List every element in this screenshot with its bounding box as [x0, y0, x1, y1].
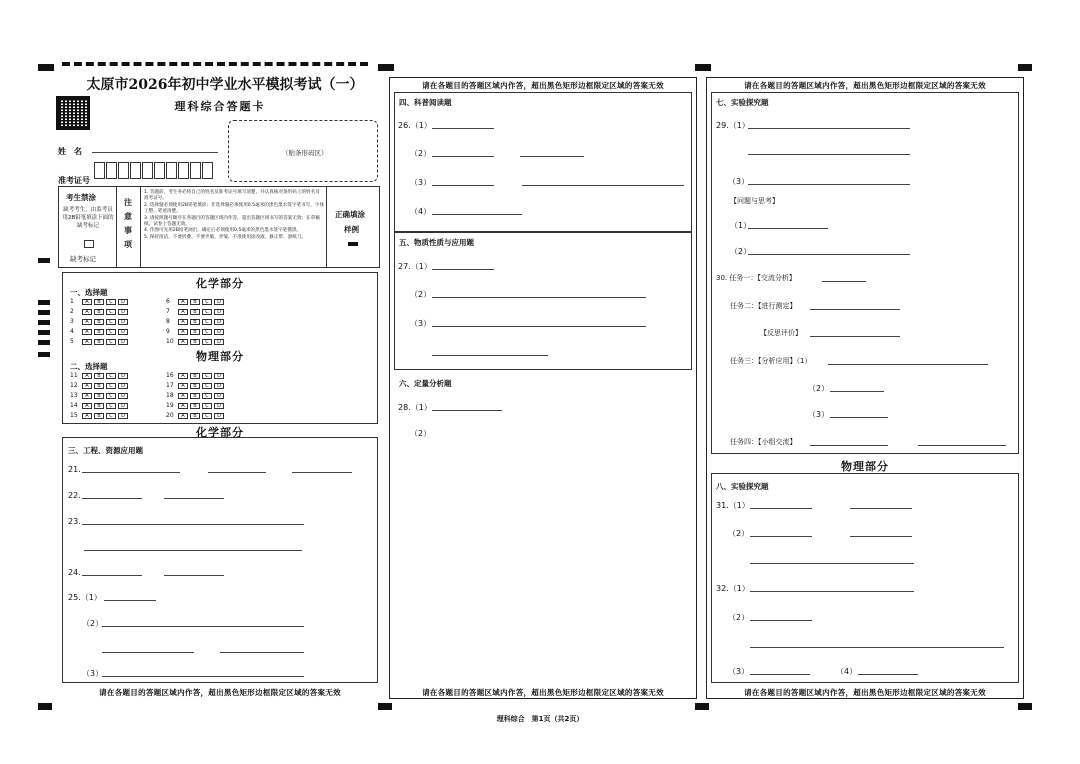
timing-mark	[38, 352, 50, 357]
option-bubble[interactable]: A	[82, 319, 92, 325]
q32-label: 32.（1）	[716, 584, 750, 593]
task3-2-label: （2）	[808, 384, 830, 393]
q28-label: 28.（1）	[398, 403, 432, 412]
q31-2-label: （2）	[728, 529, 750, 538]
option-bubble[interactable]: B	[94, 339, 104, 345]
option-bubble[interactable]: C	[106, 413, 116, 419]
answer-line[interactable]	[748, 184, 910, 185]
answer-line[interactable]	[102, 676, 304, 677]
option-bubble[interactable]: B	[190, 299, 200, 305]
option-bubble[interactable]: B	[190, 309, 200, 315]
section5-box	[394, 232, 692, 370]
answer-line[interactable]	[918, 445, 1006, 446]
answer-line[interactable]	[102, 626, 304, 627]
option-bubble[interactable]: A	[178, 373, 188, 379]
option-bubble[interactable]: D	[214, 373, 224, 379]
mc-row[interactable]	[166, 411, 226, 420]
mc-number: 2	[70, 308, 74, 315]
answer-line[interactable]	[750, 620, 812, 621]
task3-3-label: （3）	[808, 410, 830, 419]
answer-line[interactable]	[810, 309, 900, 310]
answer-line[interactable]	[750, 591, 914, 592]
option-bubble[interactable]: B	[190, 339, 200, 345]
option-bubble[interactable]: A	[178, 319, 188, 325]
q32-2-label: （2）	[728, 613, 750, 622]
answer-line[interactable]	[850, 536, 912, 537]
option-bubble[interactable]: A	[178, 329, 188, 335]
timing-mark	[38, 64, 54, 71]
q32-3-label: （3）	[728, 667, 750, 676]
exam-number-cell[interactable]	[118, 162, 129, 179]
bottom-banner: 请在各题目的答题区域内作答，超出黑色矩形边框限定区域的答案无效	[99, 688, 341, 697]
option-bubble[interactable]: A	[178, 339, 188, 345]
mc-row[interactable]	[70, 337, 130, 346]
option-bubble[interactable]: D	[118, 383, 128, 389]
mc-row[interactable]	[70, 381, 130, 390]
option-bubble[interactable]: A	[82, 393, 92, 399]
section3-heading: 三、工程、资源应用题	[68, 446, 143, 455]
option-bubble[interactable]: B	[190, 413, 200, 419]
candidate-title: 考生禁涂	[66, 193, 96, 202]
timing-mark	[38, 340, 50, 345]
task2-label: 任务二：【进行测定】	[730, 302, 797, 310]
option-bubble[interactable]: C	[202, 373, 212, 379]
section7-heading: 七、实验探究题	[716, 98, 769, 107]
task1-label: 30. 任务一：【交流分析】	[716, 274, 796, 282]
mc-number: 18	[166, 392, 174, 399]
mc2-heading: 二、选择题	[70, 362, 108, 371]
option-bubble[interactable]: D	[214, 309, 224, 315]
section8-box	[711, 473, 1019, 683]
option-bubble[interactable]: B	[94, 373, 104, 379]
notice-item: 3. 请按照题号顺序在各题目的答题区域内作答，超出答题区域书写的答案无效；在草稿纸、试卷上答题无效。	[144, 215, 320, 228]
q32-4-label: （4）	[836, 667, 858, 676]
answer-line[interactable]	[432, 156, 494, 157]
mc-row[interactable]	[166, 401, 226, 410]
exam-number-cell[interactable]	[142, 162, 153, 179]
notice-item: 5. 保持清洁，不要折叠、不要弄破、弄皱，不准使用涂改液、修正带、刮纸刀。	[144, 234, 307, 240]
bottom-banner: 请在各题目的答题区域内作答，超出黑色矩形边框限定区域的答案无效	[422, 688, 664, 697]
phys-part-title-2: 物理部分	[841, 460, 889, 473]
q29-label: 29.（1）	[716, 121, 750, 130]
mc-row[interactable]	[166, 371, 226, 380]
option-bubble[interactable]: B	[94, 299, 104, 305]
chem-part-title: 化学部分	[196, 277, 244, 290]
q26-4-label: （4）	[410, 207, 432, 216]
mc-row[interactable]	[166, 391, 226, 400]
option-bubble[interactable]: C	[202, 299, 212, 305]
mc-number: 7	[166, 308, 170, 315]
option-bubble[interactable]: C	[106, 309, 116, 315]
mc-number: 20	[166, 412, 174, 419]
exam-number-cell[interactable]	[190, 162, 201, 179]
option-bubble[interactable]: C	[106, 299, 116, 305]
mc-row[interactable]	[70, 411, 130, 420]
option-bubble[interactable]: B	[94, 309, 104, 315]
think-label: 【问题与思考】	[730, 197, 779, 205]
section6-heading: 六、定量分析题	[399, 379, 452, 388]
section8-heading: 八、实验探究题	[716, 482, 769, 491]
q27-3-label: （3）	[410, 319, 432, 328]
answer-line[interactable]	[522, 185, 684, 186]
task4-label: 任务四：【小组交流】	[730, 438, 797, 446]
info-divider	[140, 186, 141, 268]
section5-heading: 五、物质性质与应用题	[399, 238, 474, 247]
answer-line[interactable]	[750, 674, 810, 675]
option-bubble[interactable]: C	[106, 329, 116, 335]
exam-number-cell[interactable]	[94, 162, 105, 179]
option-bubble[interactable]: D	[214, 383, 224, 389]
mc-number: 1	[70, 298, 74, 305]
notice-list	[144, 190, 324, 241]
mc-row[interactable]	[70, 391, 130, 400]
mc-number: 17	[166, 382, 174, 389]
timing-mark	[38, 300, 50, 305]
card-subtitle: 理科综合答题卡	[174, 100, 266, 113]
exam-title: 太原市2026年初中学业水平模拟考试（一）	[86, 77, 364, 93]
think-1-label: （1）	[730, 221, 752, 230]
answer-line[interactable]	[104, 600, 156, 601]
option-bubble[interactable]: C	[202, 329, 212, 335]
q22-label: 22.	[68, 491, 81, 500]
answer-line[interactable]	[750, 508, 812, 509]
timing-mark	[38, 310, 50, 315]
barcode-area-label: （贴条形码区）	[282, 149, 328, 157]
option-bubble[interactable]: B	[94, 329, 104, 335]
section3-box	[62, 437, 378, 683]
mc-row[interactable]	[166, 337, 226, 346]
option-bubble[interactable]: D	[118, 413, 128, 419]
option-bubble[interactable]: D	[214, 393, 224, 399]
timing-mark	[378, 64, 394, 71]
option-bubble[interactable]: C	[106, 373, 116, 379]
answer-line[interactable]	[750, 536, 812, 537]
mc-row[interactable]	[70, 297, 130, 306]
option-bubble[interactable]: B	[190, 373, 200, 379]
exam-number-cell[interactable]	[166, 162, 177, 179]
answer-line[interactable]	[432, 269, 494, 270]
option-bubble[interactable]: C	[202, 403, 212, 409]
answer-line[interactable]	[858, 674, 918, 675]
mc-number: 11	[70, 372, 78, 379]
q25-2-label: （2）	[82, 619, 104, 628]
option-bubble[interactable]: B	[190, 393, 200, 399]
option-bubble[interactable]: A	[82, 413, 92, 419]
timing-mark	[38, 320, 50, 325]
answer-line[interactable]	[432, 410, 502, 411]
option-bubble[interactable]: B	[94, 383, 104, 389]
q27-2-label: （2）	[410, 290, 432, 299]
answer-area[interactable]	[398, 442, 688, 678]
timing-mark	[1018, 703, 1032, 710]
option-bubble[interactable]: B	[94, 403, 104, 409]
answer-line[interactable]	[748, 254, 910, 255]
filled-sample-icon	[348, 242, 358, 246]
answer-line[interactable]	[432, 326, 646, 327]
answer-line[interactable]	[432, 214, 522, 215]
timing-mark	[38, 703, 52, 710]
option-bubble[interactable]: A	[82, 299, 92, 305]
mc-row[interactable]	[70, 371, 130, 380]
option-bubble[interactable]: D	[118, 339, 128, 345]
option-bubble[interactable]: A	[178, 299, 188, 305]
section4-heading: 四、科普阅读题	[399, 98, 452, 107]
option-bubble[interactable]: C	[106, 393, 116, 399]
exam-number-cell[interactable]	[202, 162, 213, 179]
option-bubble[interactable]: D	[118, 319, 128, 325]
mc-row[interactable]	[166, 297, 226, 306]
answer-line[interactable]	[810, 445, 888, 446]
mc-row[interactable]	[70, 401, 130, 410]
q27-label: 27.（1）	[398, 262, 432, 271]
answer-line[interactable]	[748, 228, 828, 229]
option-bubble[interactable]: C	[202, 383, 212, 389]
mc-row[interactable]	[166, 307, 226, 316]
q25-3-label: （3）	[82, 669, 104, 678]
answer-line[interactable]	[164, 498, 224, 499]
absent-checkbox[interactable]	[84, 240, 94, 248]
answer-line[interactable]	[822, 281, 866, 282]
option-bubble[interactable]: C	[106, 339, 116, 345]
qr-code-icon	[56, 96, 90, 130]
answer-line[interactable]	[102, 652, 194, 653]
option-bubble[interactable]: C	[202, 393, 212, 399]
answer-line[interactable]	[432, 297, 646, 298]
q21-label: 21.	[68, 465, 81, 474]
option-bubble[interactable]: B	[94, 413, 104, 419]
option-bubble[interactable]: D	[214, 299, 224, 305]
timing-mark	[1018, 64, 1032, 71]
option-bubble[interactable]: A	[178, 403, 188, 409]
answer-line[interactable]	[432, 128, 494, 129]
option-bubble[interactable]: B	[94, 393, 104, 399]
mc-row[interactable]	[166, 381, 226, 390]
candidate-text: 缺考考生，由监考员用2B铅笔填涂下面的缺考标记	[62, 207, 114, 229]
mc-row[interactable]	[166, 317, 226, 326]
answer-line[interactable]	[830, 417, 888, 418]
timing-mark	[695, 703, 709, 710]
q26-label: 26.（1）	[398, 121, 432, 130]
option-bubble[interactable]: D	[214, 329, 224, 335]
option-bubble[interactable]: A	[82, 383, 92, 389]
option-bubble[interactable]: B	[190, 319, 200, 325]
mc-number: 16	[166, 372, 174, 379]
answer-line[interactable]	[220, 652, 304, 653]
option-bubble[interactable]: D	[214, 319, 224, 325]
mc1-heading: 一、选择题	[70, 288, 108, 297]
answer-line[interactable]	[82, 498, 142, 499]
sample-label: 样例	[344, 225, 359, 234]
bottom-banner: 请在各题目的答题区域内作答，超出黑色矩形边框限定区域的答案无效	[744, 688, 986, 697]
top-banner: 请在各题目的答题区域内作答，超出黑色矩形边框限定区域的答案无效	[744, 81, 986, 90]
correct-fill-label: 正确填涂	[335, 210, 365, 219]
option-bubble[interactable]: D	[118, 403, 128, 409]
answer-line[interactable]	[208, 472, 266, 473]
section4-box	[394, 92, 692, 232]
mc-row[interactable]	[70, 307, 130, 316]
reflect-label: 【反思评价】	[760, 329, 802, 337]
answer-line[interactable]	[82, 472, 180, 473]
q29-3-label: （3）	[728, 177, 750, 186]
answer-line[interactable]	[750, 647, 1004, 648]
exam-number-cell[interactable]	[154, 162, 165, 179]
option-bubble[interactable]: D	[214, 403, 224, 409]
option-bubble[interactable]: B	[190, 403, 200, 409]
answer-line[interactable]	[750, 563, 914, 564]
timing-mark	[38, 258, 50, 263]
absent-mark-label: 缺考标记	[70, 255, 96, 263]
answer-line[interactable]	[84, 550, 302, 551]
answer-line[interactable]	[748, 154, 910, 155]
option-bubble[interactable]: A	[178, 309, 188, 315]
option-bubble[interactable]: C	[202, 309, 212, 315]
top-banner: 请在各题目的答题区域内作答，超出黑色矩形边框限定区域的答案无效	[422, 81, 664, 90]
name-label: 姓 名	[58, 147, 82, 156]
notice-item: 1. 答题前，考生务必将自己的姓名及准考证号填写清楚，并认真核对条形码上的姓名及准考证号。	[144, 190, 320, 202]
option-bubble[interactable]: A	[82, 309, 92, 315]
answer-line[interactable]	[432, 185, 494, 186]
exam-number-label: 准考证号	[58, 176, 90, 185]
option-bubble[interactable]: D	[118, 373, 128, 379]
option-bubble[interactable]: D	[118, 393, 128, 399]
answer-line[interactable]	[748, 128, 910, 129]
q26-2-label: （2）	[410, 149, 432, 158]
option-bubble[interactable]: A	[178, 393, 188, 399]
option-bubble[interactable]: C	[202, 319, 212, 325]
mc-row[interactable]	[70, 327, 130, 336]
notice-item: 2. 选择题必须使用2B铅笔填涂；非选择题必须使用0.5毫米的黑色墨水签字笔书写，字体工整、笔迹清楚。	[144, 202, 325, 215]
mc-number: 6	[166, 298, 170, 305]
option-bubble[interactable]: A	[82, 329, 92, 335]
option-bubble[interactable]: A	[178, 413, 188, 419]
exam-number-cell[interactable]	[178, 162, 189, 179]
answer-line[interactable]	[828, 364, 988, 365]
mc-number: 12	[70, 382, 78, 389]
phys-part-title: 物理部分	[196, 350, 244, 363]
think-2-label: （2）	[730, 247, 752, 256]
mc-number: 15	[70, 412, 78, 419]
chem-part-title-2: 化学部分	[196, 426, 244, 439]
option-bubble[interactable]: D	[118, 309, 128, 315]
option-bubble[interactable]: C	[106, 403, 116, 409]
option-bubble[interactable]: D	[214, 339, 224, 345]
mc-number: 10	[166, 338, 174, 345]
exam-number-cell[interactable]	[106, 162, 117, 179]
answer-line[interactable]	[520, 156, 584, 157]
option-bubble[interactable]: A	[82, 403, 92, 409]
notice-title: 注意事项	[124, 198, 132, 249]
mc-number: 13	[70, 392, 78, 399]
q28-2-label: （2）	[410, 429, 432, 438]
answer-line[interactable]	[432, 355, 548, 356]
option-bubble[interactable]: A	[178, 383, 188, 389]
info-divider	[326, 186, 327, 268]
mc-number: 14	[70, 402, 78, 409]
option-bubble[interactable]: D	[214, 413, 224, 419]
answer-line[interactable]	[164, 575, 224, 576]
option-bubble[interactable]: D	[118, 299, 128, 305]
task3-label: 任务三：【分析应用】（1）	[730, 357, 812, 365]
mc-number: 8	[166, 318, 170, 325]
option-bubble[interactable]: C	[202, 413, 212, 419]
option-bubble[interactable]: B	[190, 383, 200, 389]
top-dash-strip	[62, 62, 368, 67]
q24-label: 24.	[68, 568, 81, 577]
timing-mark	[695, 64, 711, 71]
notice-item: 4. 作图可先用2B铅笔画出，确定后必须使用0.5毫米的黑色墨水签字笔描黑。	[144, 228, 302, 234]
mc-row[interactable]	[166, 327, 226, 336]
q25-label: 25.（1）	[68, 593, 102, 602]
q23-label: 23.	[68, 517, 81, 526]
timing-mark	[378, 703, 392, 710]
timing-mark	[38, 330, 50, 335]
option-bubble[interactable]: D	[118, 329, 128, 335]
answer-line[interactable]	[82, 575, 142, 576]
answer-line[interactable]	[82, 524, 304, 525]
mc-row[interactable]	[70, 317, 130, 326]
mc-number: 19	[166, 402, 174, 409]
exam-number-cells[interactable]	[94, 162, 218, 182]
mc-number: 3	[70, 318, 74, 325]
answer-line[interactable]	[830, 391, 884, 392]
name-field[interactable]	[92, 152, 218, 153]
q26-3-label: （3）	[410, 178, 432, 187]
info-divider	[116, 186, 117, 268]
answer-line[interactable]	[850, 508, 912, 509]
page-footer: 理科综合 第1页（共2页）	[496, 715, 584, 723]
option-bubble[interactable]: C	[106, 383, 116, 389]
option-bubble[interactable]: A	[82, 373, 92, 379]
q31-label: 31.（1）	[716, 501, 750, 510]
mc-number: 9	[166, 328, 170, 335]
answer-line[interactable]	[810, 336, 900, 337]
option-bubble[interactable]: A	[82, 339, 92, 345]
option-bubble[interactable]: B	[94, 319, 104, 325]
mc-number: 5	[70, 338, 74, 345]
answer-line[interactable]	[292, 472, 352, 473]
option-bubble[interactable]: C	[106, 319, 116, 325]
mc-number: 4	[70, 328, 74, 335]
option-bubble[interactable]: C	[202, 339, 212, 345]
option-bubble[interactable]: B	[190, 329, 200, 335]
exam-number-cell[interactable]	[130, 162, 141, 179]
